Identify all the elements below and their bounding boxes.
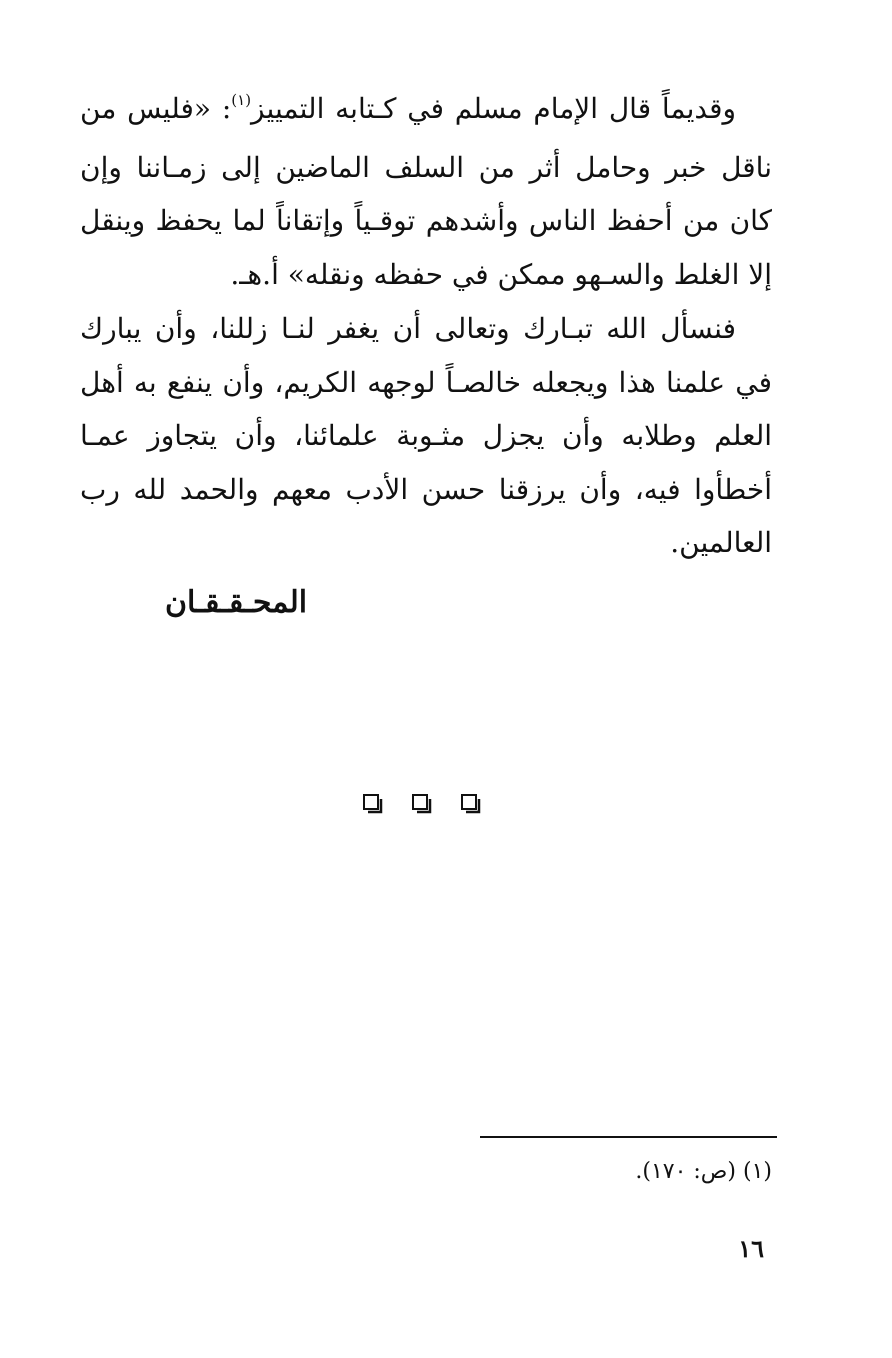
paragraph-2-text: فنسأل الله تبـارك وتعالى أن يغفر لنـا زللنا، وأن يبارك في علمنا هذا ويجعله خالصـاً لوجهه الكريم، وأن ينفع به أهل العلم وطلابه وأن يجزل مثـوبة علمائنا، وأن يتجاوز عمـا أخطأوا فيه، وأن يرزقنا حسن الأدب معهم والحمد لله رب العالمين. <box>80 312 772 559</box>
footnote-divider <box>480 1136 777 1138</box>
footnote: (١) (ص: ١٧٠). <box>635 1159 772 1184</box>
box-icon <box>362 793 384 815</box>
page-number: ١٦ <box>738 1234 764 1263</box>
paragraph-1-text-end: : «فليس من ناقل خبر وحامل أثر من السلف الماضين إلى زمـاننا وإن كان من أحفظ الناس وأشدهم توقـياً وإتقاناً لما يحفظ وينقل إلا الغلط والسـهو ممكن في حفظه ونقله» أ.هـ. <box>80 92 772 291</box>
signature-editors: المحـقـقـان <box>165 585 308 620</box>
box-icon <box>411 793 433 815</box>
box-icon <box>460 793 482 815</box>
paragraph-1-text-start: وقديماً قال الإمام مسلم في كـتابه التمييز <box>251 92 736 125</box>
section-separator <box>362 791 482 817</box>
footnote-reference[interactable]: (١) <box>231 91 252 109</box>
body-paragraph-2 <box>80 302 772 570</box>
body-paragraph-1 <box>80 82 772 301</box>
